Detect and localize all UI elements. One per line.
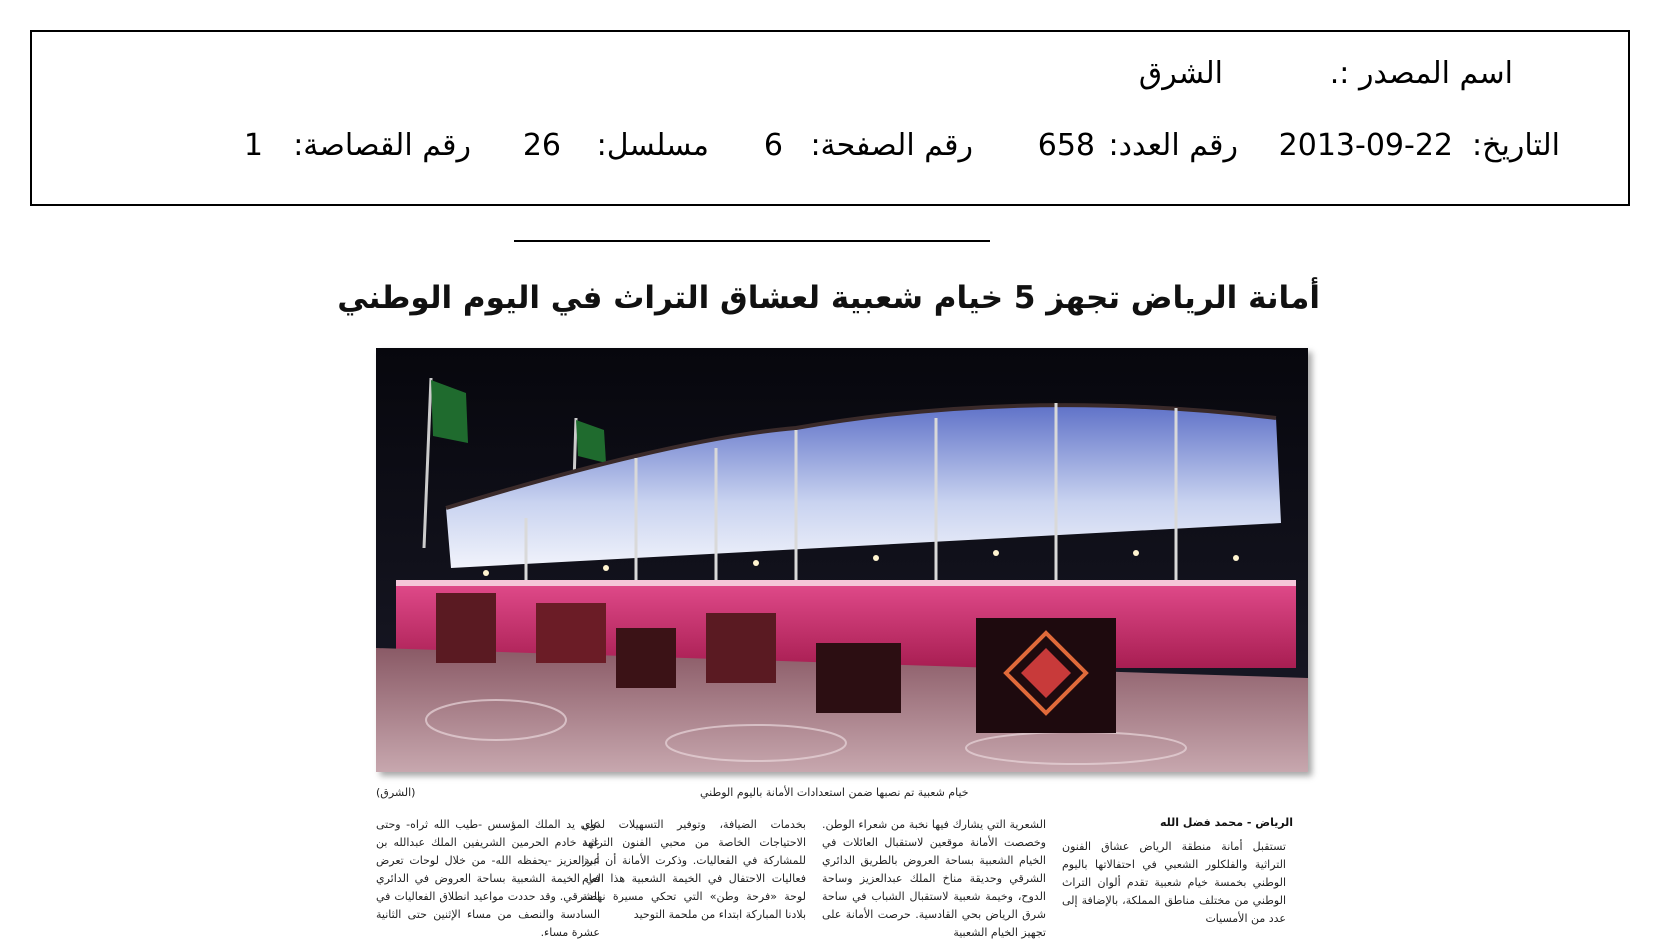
article-column-1: تستقبل أمانة منطقة الرياض عشاق الفنون التراثية والفلكلور الشعبي في احتفالاتها باليوم الوطني بخمسة خيام شعبية تقدم ألوان التراث الوطني من مختلف مناطق المملكة، بالإضافة إلى عدد من الأمسيات bbox=[1062, 840, 1286, 925]
article-column-3: بخدمات الضيافة، وتوفير التسهيلات لذوي الاحتياجات الخاصة من محبي الفنون التراثية للمشاركة في الفعاليات. وذكرت الأمانة أن أبرز فعاليات الاحتفال في الخيمة الشعبية هذا العام لوحة «فرحة وطن» التي تحكي مسيرة نهضة بلادنا المباركة ابتداء من ملحمة التوحيد bbox=[582, 818, 806, 921]
photo-credit: (الشرق) bbox=[376, 786, 416, 799]
source-value: الشرق bbox=[1138, 56, 1223, 91]
page-value: 6 bbox=[763, 128, 783, 163]
article-photo bbox=[376, 348, 1308, 772]
tent-illustration bbox=[376, 348, 1308, 772]
serial-label: مسلسل: bbox=[596, 128, 709, 163]
issue-label: رقم العدد: bbox=[1108, 128, 1238, 163]
serial-value: 26 bbox=[522, 128, 561, 163]
photo-caption: خيام شعبية تم نصبها ضمن استعدادات الأمانة باليوم الوطني bbox=[700, 786, 969, 799]
source-label: اسم المصدر :. bbox=[1329, 56, 1513, 91]
issue-value: 658 bbox=[1037, 128, 1095, 163]
article-byline: الرياض - محمد فضل الله bbox=[1160, 816, 1294, 829]
article-column-4: على يد الملك المؤسس -طيب الله ثراه- وحتى عهد خادم الحرمين الشريفين الملك عبدالله بن عبدالعزيز -يحفظه الله- من خلال لوحات تعرض في الخيمة الشعبية بساحة العروض في الدائري الشرقي. وقد حددت مواعيد انطلاق الفعاليات في السادسة والنصف من مساء الإثنين حتى الثانية عشرة مساء. bbox=[376, 818, 600, 939]
clip-label: رقم القصاصة: bbox=[293, 128, 471, 163]
clip-value: 1 bbox=[243, 128, 263, 163]
date-label: التاريخ: bbox=[1472, 128, 1560, 163]
page-label: رقم الصفحة: bbox=[810, 128, 973, 163]
article-column-2: الشعرية التي يشارك فيها نخبة من شعراء الوطن. وخصصت الأمانة موقعين لاستقبال العائلات في الخيام الشعبية بساحة العروض بالطريق الدائري الشرقي وحديقة مناخ الملك عبدالعزيز وساحة الدوح، وخيمة شعبية لاستقبال الشباب في ساحة شرق الرياض بحي القادسية. حرصت الأمانة على تجهيز الخيام الشعبية bbox=[822, 818, 1046, 939]
section-divider bbox=[514, 240, 990, 242]
date-value: 2013-09-22 bbox=[1278, 128, 1453, 163]
article-headline: أمانة الرياض تجهز 5 خيام شعبية لعشاق التراث في اليوم الوطني bbox=[337, 280, 1320, 316]
